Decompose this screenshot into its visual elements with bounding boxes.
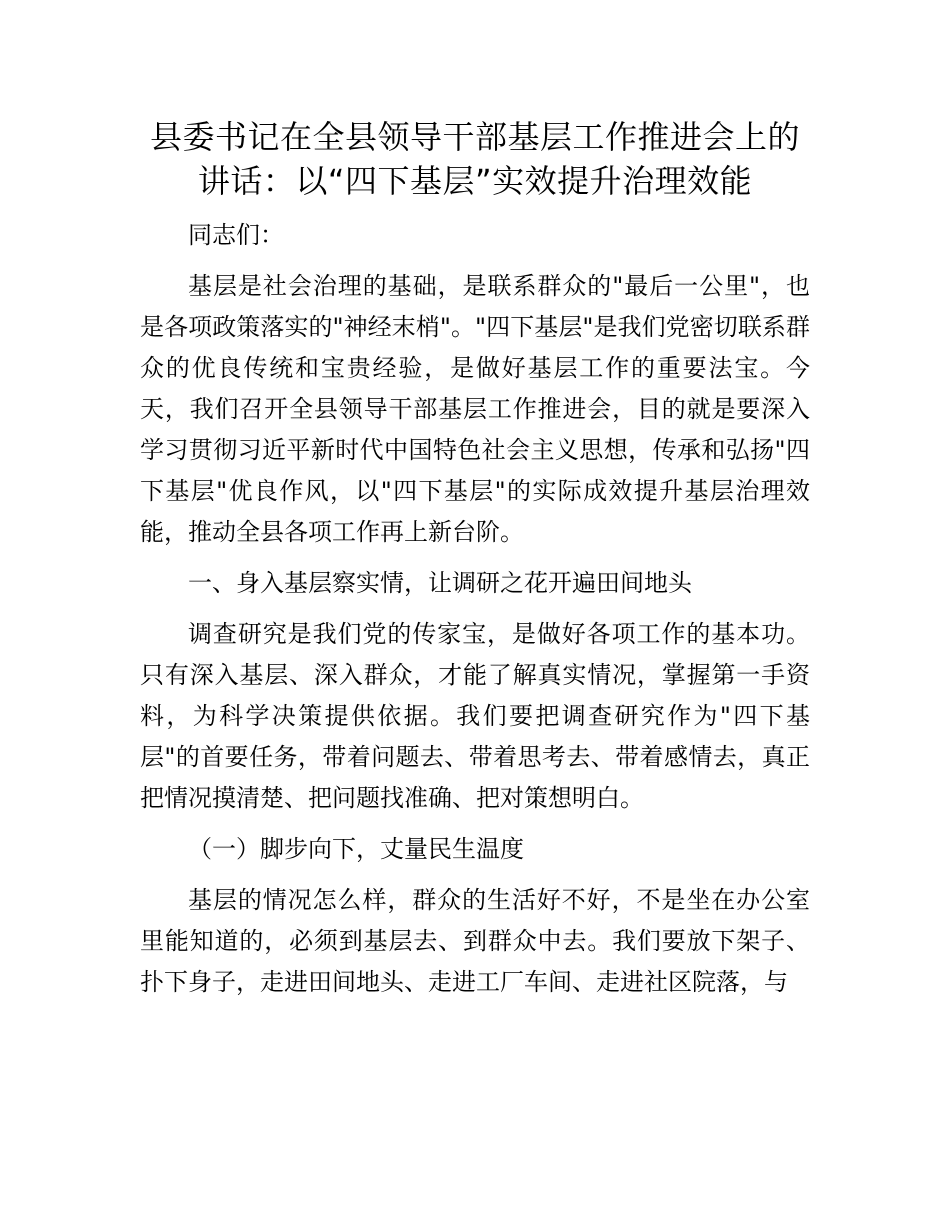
section-1-paragraph: 调查研究是我们党的传家宝，是做好各项工作的基本功。只有深入基层、深入群众，才能了解真实情况，掌握第一手资料，为科学决策提供依据。我们要把调查研究作为"四下基层"的首要任务，带着问题去、带着思考去、带着感情去，真正把情况摸清楚、把问题找准确、把对策想明白。 xyxy=(140,620,810,812)
salutation: 同志们： xyxy=(188,221,284,249)
document-body xyxy=(140,215,810,1013)
intro-paragraph: 基层是社会治理的基础，是联系群众的"最后一公里"，也是各项政策落实的"神经末梢"。"四下基层"是我们党密切联系群众的优良传统和宝贵经验，是做好基层工作的重要法宝。今天，我们召开全县领导干部基层工作推进会，目的就是要深入学习贯彻习近平新时代中国特色社会主义思想，传承和弘扬"四下基层"优良作风，以"四下基层"的实际成效提升基层治理效能，推动全县各项工作再上新台阶。 xyxy=(140,272,810,546)
section-heading-1: 一、身入基层察实情，让调研之花开遍田间地头 xyxy=(188,569,692,597)
subsection-1-paragraph: 基层的情况怎么样，群众的生活好不好，不是坐在办公室里能知道的，必须到基层去、到群众中去。我们要放下架子、扑下身子，走进田间地头、走进工厂车间、走进社区院落，与 xyxy=(140,886,810,996)
document-title: 县委书记在全县领导干部基层工作推进会上的讲话：以“四下基层”实效提升治理效能 xyxy=(149,118,800,200)
subsection-heading-1: （一）脚步向下，丈量民生温度 xyxy=(188,835,524,863)
